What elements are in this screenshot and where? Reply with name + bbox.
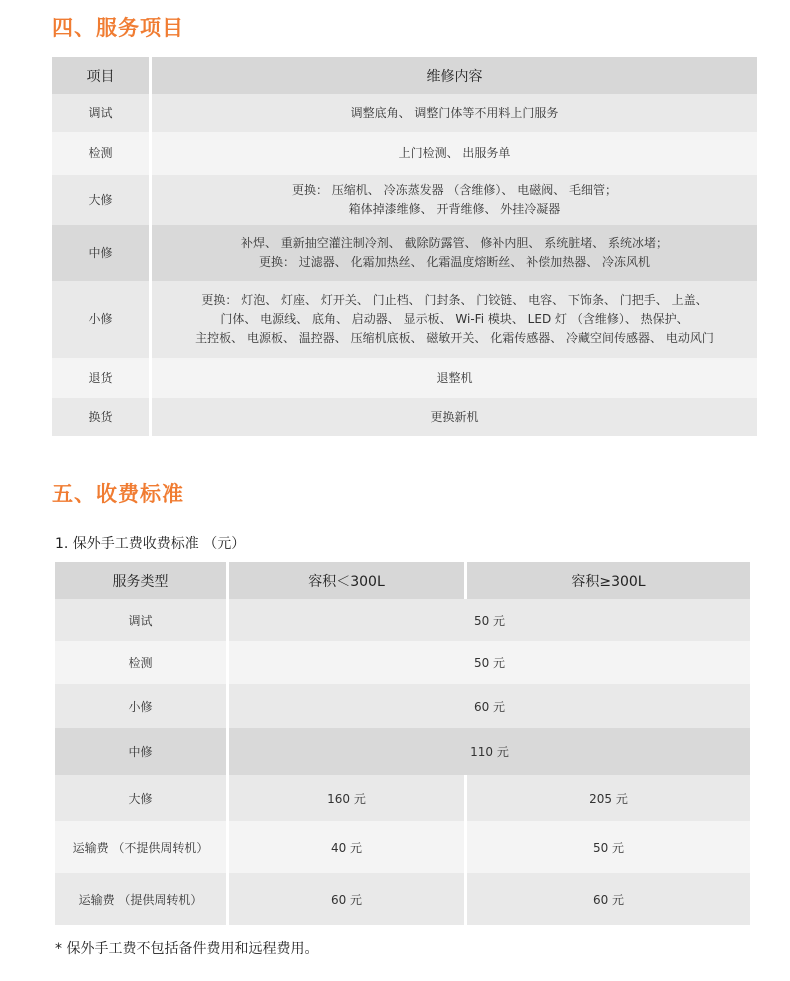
row-price-large: 60 元 [464,873,750,925]
table-row [55,775,750,821]
table-header-row [55,562,750,599]
header-service-type: 服务类型 [55,562,226,599]
fee-table-subtitle: 1. 保外手工费收费标准 （元） [55,536,246,552]
header-repair-content: 维修内容 [149,57,757,94]
row-content [149,94,757,132]
row-service-type: 小修 [55,684,226,728]
row-item: 检测 [52,132,149,175]
table-row [52,175,757,225]
row-service-type: 中修 [55,728,226,775]
row-item: 换货 [52,398,149,436]
content-line: 调整底角、 调整门体等不用料上门服务 [350,105,559,120]
content-line: 更换： 过滤器、 化霜加热丝、 化霜温度熔断丝、 补偿加热器、 冷冻风机 [258,255,651,269]
content-line: 补焊、 重新抽空灌注制冷剂、 截除防露管、 修补内胆、 系统脏堵、 系统冰堵； [240,236,669,250]
content-line: 上门检测、 出服务单 [398,146,511,160]
table-row [55,873,750,925]
fee-footnote: * 保外手工费不包括备件费用和远程费用。 [55,941,319,957]
header-item: 项目 [52,57,149,94]
row-price-small: 40 元 [226,821,464,873]
table-row [52,225,757,281]
table-row [55,599,750,641]
row-price-small: 160 元 [226,775,464,821]
row-content [149,398,757,436]
table-row [52,358,757,398]
row-service-type: 大修 [55,775,226,821]
content-line: 门体、 电源线、 底角、 启动器、 显示板、 Wi-Fi 模块、 LED 灯 （含维修）、 热保护、 [220,312,689,326]
row-price: 50 元 [226,599,750,641]
header-volume-small: 容积＜300L [226,562,464,599]
row-service-type: 调试 [55,599,226,641]
table-row [55,684,750,728]
section-title-service-items: 四、服务项目 [52,16,184,40]
table-header-row [52,57,757,94]
row-content [149,358,757,398]
table-row [52,132,757,175]
row-content [149,281,757,358]
row-price: 60 元 [226,684,750,728]
service-items-table [52,57,757,436]
content-line: 主控板、 电源板、 温控器、 压缩机底板、 磁敏开关、 化霜传感器、 冷藏空间传感器、 电动风门 [195,331,714,345]
row-content [149,175,757,225]
table-row [52,398,757,436]
fee-table [55,562,750,925]
table-row [55,641,750,684]
row-price: 110 元 [226,728,750,775]
row-item: 调试 [52,94,149,132]
content-line: 退整机 [436,370,473,385]
row-content [149,132,757,175]
row-item: 中修 [52,225,149,281]
row-content [149,225,757,281]
row-item: 退货 [52,358,149,398]
row-item: 大修 [52,175,149,225]
row-price-large: 50 元 [464,821,750,873]
row-price: 50 元 [226,641,750,684]
row-service-type: 检测 [55,641,226,684]
content-line: 更换新机 [430,409,479,424]
row-price-small: 60 元 [226,873,464,925]
table-row [52,281,757,358]
header-volume-large: 容积≥300L [464,562,750,599]
table-row [55,728,750,775]
content-line: 更换： 压缩机、 冷冻蒸发器 （含维修）、 电磁阀、 毛细管； [291,183,618,197]
row-item: 小修 [52,281,149,358]
row-service-type: 运输费 （提供周转机） [55,873,226,925]
row-price-large: 205 元 [464,775,750,821]
content-line: 箱体掉漆维修、 开背维修、 外挂冷凝器 [348,202,561,216]
table-row [52,94,757,132]
table-row [55,821,750,873]
content-line: 更换： 灯泡、 灯座、 灯开关、 门止档、 门封条、 门铰链、 电容、 下饰条、 门把手、 上盖、 [201,293,708,307]
row-service-type: 运输费 （不提供周转机） [55,821,226,873]
section-title-fee-standard: 五、收费标准 [52,482,184,506]
